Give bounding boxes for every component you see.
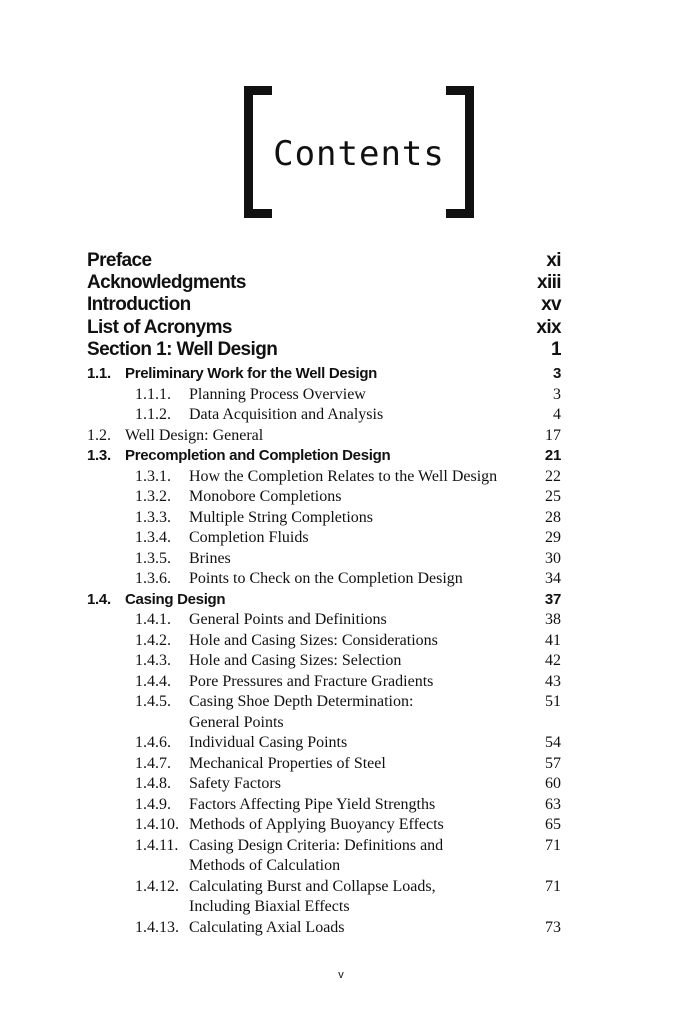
toc-section-label[interactable]: Monobore Completions (189, 488, 342, 505)
page-folio: v (338, 969, 344, 981)
toc-section-number: 1.3.4. (135, 529, 171, 546)
toc-section-label[interactable]: Hole and Casing Sizes: Considerations (189, 631, 438, 649)
toc-section-number: 1.1.2. (135, 406, 171, 423)
toc-entry[interactable] (87, 294, 191, 316)
toc-entry-label: List of Acronyms (87, 317, 232, 338)
toc-page-number: 42 (545, 652, 561, 669)
toc-page-number: xv (541, 294, 561, 315)
toc-section-number: 1.4.6. (135, 734, 171, 751)
toc-section-number: 1.4.2. (135, 631, 171, 649)
toc-section-number: 1.1. (87, 365, 111, 382)
toc-page-number: 38 (545, 611, 561, 628)
toc-section-label[interactable]: Precompletion and Completion Design (125, 447, 391, 464)
toc-page-number: 57 (545, 754, 561, 772)
toc-page-number: 30 (545, 549, 561, 567)
toc-page-number: 17 (545, 426, 561, 444)
toc-section-number: 1.4.7. (135, 754, 171, 772)
toc-entry[interactable] (87, 317, 232, 339)
toc-section-number: 1.4.13. (135, 918, 179, 936)
toc-section-number: 1.3. (87, 447, 111, 464)
toc-page-number: 3 (553, 385, 561, 403)
toc-page-number: 1 (551, 339, 561, 360)
toc-page-number: 71 (545, 836, 561, 854)
toc-section-label[interactable]: Calculating Burst and Collapse Loads, (189, 877, 436, 895)
toc-section-label-continued: Methods of Calculation (189, 857, 341, 874)
toc-page-number: xix (536, 317, 561, 338)
toc-section-label-continued: Including Biaxial Effects (189, 898, 350, 915)
toc-section-label[interactable]: Data Acquisition and Analysis (189, 406, 384, 423)
toc-entry-label: Preface (87, 250, 152, 271)
toc-section-label[interactable]: Well Design: General (125, 426, 264, 444)
toc-page-number: 51 (545, 693, 561, 710)
toc-page-number: 54 (545, 734, 561, 751)
toc-page-number: 21 (544, 447, 561, 464)
toc-section-label[interactable]: How the Completion Relates to the Well Design (189, 467, 498, 485)
toc-page-number: 29 (545, 529, 561, 546)
toc-section-label[interactable]: Safety Factors (189, 775, 281, 792)
toc-page-number: 73 (545, 918, 561, 936)
toc-page-number: 34 (545, 570, 561, 587)
toc-page-number: 41 (545, 631, 561, 649)
toc-page-number: 28 (545, 508, 561, 526)
toc-section-number: 1.3.6. (135, 570, 171, 587)
toc-section-number: 1.3.1. (135, 467, 171, 485)
toc-page-number: 60 (545, 775, 561, 792)
toc-section-label[interactable]: Casing Design (125, 590, 226, 608)
toc-section-label[interactable]: General Points and Definitions (189, 611, 387, 628)
toc-section-number: 1.4.11. (135, 836, 179, 854)
toc-section-number: 1.3.3. (135, 508, 171, 526)
toc-section-number: 1.3.2. (135, 488, 171, 505)
toc-page-number: 37 (544, 590, 561, 608)
toc-section-label[interactable]: Completion Fluids (189, 529, 309, 546)
toc-section-label[interactable]: Methods of Applying Buoyancy Effects (189, 816, 444, 833)
toc-page-number: 65 (545, 816, 561, 833)
toc-section-number: 1.4.1. (135, 611, 171, 628)
toc-section-label[interactable]: Brines (189, 549, 231, 567)
toc-section-label-continued: General Points (189, 713, 284, 731)
toc-entry-label: Section 1: Well Design (87, 339, 278, 360)
toc-section-label[interactable]: Factors Affecting Pipe Yield Strengths (189, 795, 436, 813)
toc-page-number: 71 (545, 877, 561, 895)
toc-entry[interactable] (87, 272, 246, 294)
toc-entry[interactable] (87, 250, 151, 272)
toc-page-number: 43 (545, 672, 561, 690)
toc-section-number: 1.4.12. (135, 877, 179, 895)
toc-section-label[interactable]: Planning Process Overview (189, 385, 366, 403)
toc-section-number: 1.4.5. (135, 693, 171, 710)
toc-section-number: 1.4.9. (135, 795, 171, 813)
toc-page-number: 22 (545, 467, 561, 485)
toc-section-number: 1.1.1. (135, 385, 171, 403)
toc-section-number: 1.4.8. (135, 775, 171, 792)
toc-section-number: 1.4.10. (135, 816, 179, 833)
toc-section-number: 1.2. (87, 426, 111, 444)
toc-section-label[interactable]: Multiple String Completions (189, 508, 374, 526)
toc-section-number: 1.4.4. (135, 672, 171, 690)
toc-section-label[interactable]: Points to Check on the Completion Design (189, 570, 463, 587)
toc-section-label[interactable]: Preliminary Work for the Well Design (125, 365, 378, 382)
toc-section-label[interactable]: Pore Pressures and Fracture Gradients (189, 672, 434, 690)
toc-section-label[interactable]: Casing Shoe Depth Determination: (189, 693, 414, 710)
toc-section-label[interactable]: Casing Design Criteria: Definitions and (189, 836, 444, 854)
toc-page-number: xi (546, 250, 561, 271)
toc-page-number: xiii (536, 272, 561, 293)
toc-section-number: 1.3.5. (135, 549, 171, 567)
page-title: Contents (273, 134, 445, 174)
toc-entry-label: Acknowledgments (87, 272, 246, 293)
toc-entry[interactable] (87, 339, 277, 361)
toc-section-label[interactable]: Mechanical Properties of Steel (189, 754, 386, 772)
toc-entry-label: Introduction (87, 294, 191, 315)
toc-section-label[interactable]: Hole and Casing Sizes: Selection (189, 652, 402, 669)
toc-page-number: 25 (545, 488, 561, 505)
toc-page-number: 4 (553, 406, 561, 423)
toc-section-label[interactable]: Individual Casing Points (189, 734, 348, 751)
toc-section-number: 1.4.3. (135, 652, 171, 669)
toc-section-label[interactable]: Calculating Axial Loads (189, 918, 345, 936)
toc-page-number: 3 (552, 365, 561, 382)
toc-section-number: 1.4. (87, 590, 111, 608)
toc-page-number: 63 (545, 795, 561, 813)
